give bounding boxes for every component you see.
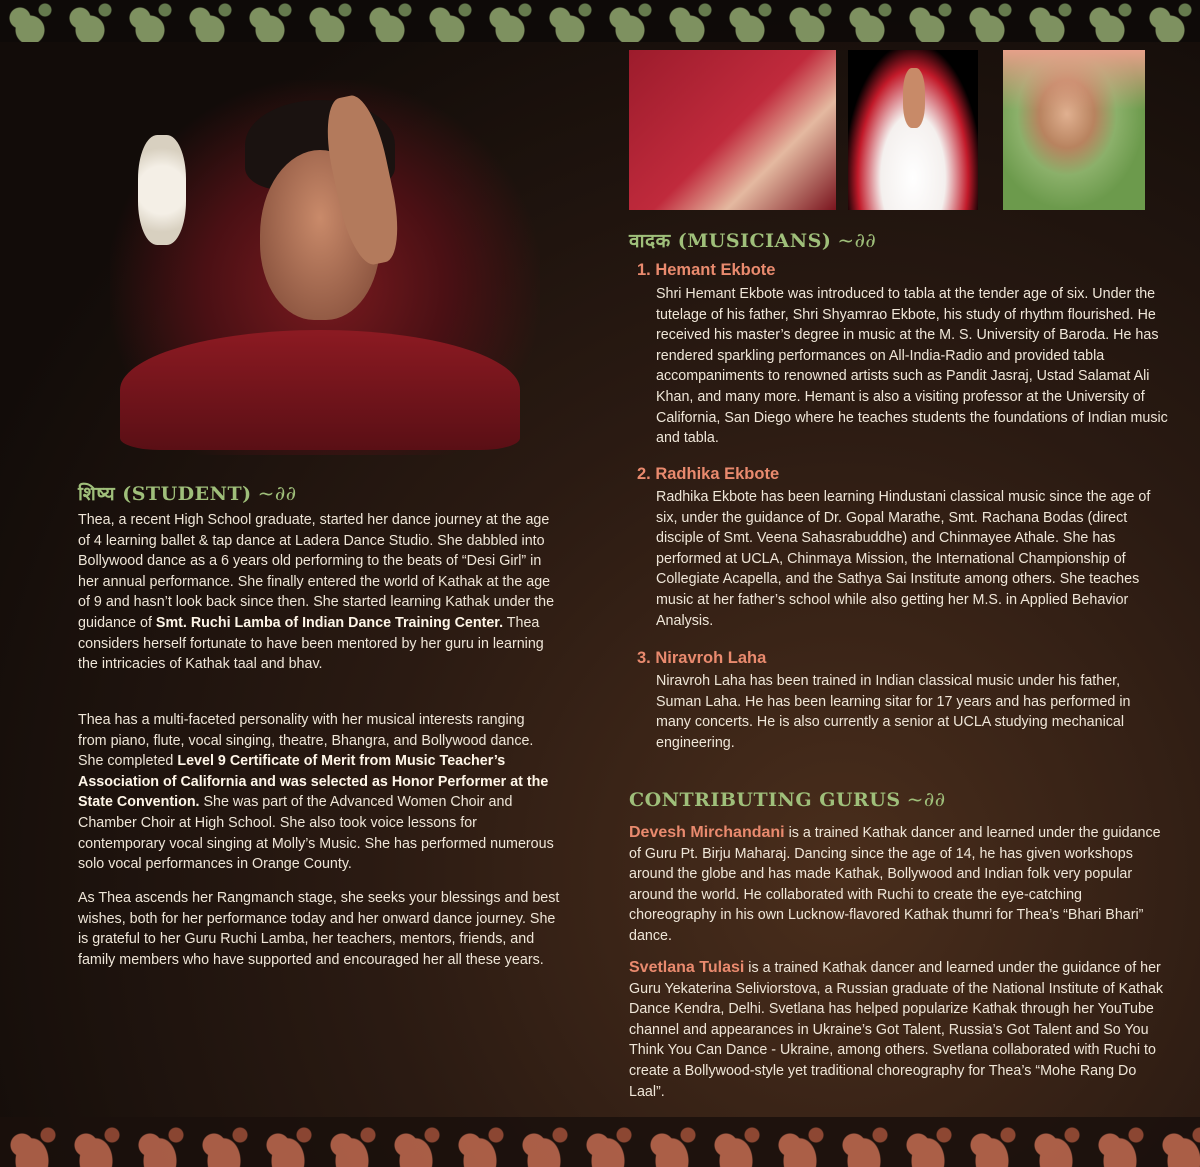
student-p2-bold: Level 9 Certificate of Merit from Music Teacher’s Association of California and was selected as Honor Performer at the State Convention. xyxy=(78,753,549,811)
dancer-figure xyxy=(903,68,925,128)
dancer-veil xyxy=(1003,50,1145,110)
musician-title-1: 1. Hemant Ekbote xyxy=(637,261,776,279)
student-p2-text: Thea has a multi-faceted personality with her musical interests ranging from piano, flute, vocal singing, theatre, Bhangra, and Bollywood dance. She completed xyxy=(78,712,534,770)
student-p1-text: Thea, a recent High School graduate, started her dance journey at the age of 4 learning ballet & tap dance at Ladera Dance Studio. She dabbled into Bollywood dance as a 6 years old performing to the beats of “Desi Girl” in her annual performance. She finally entered the world of Kathak at the age of 9 and hasn’t look back since then. She started learning Kathak under the guidance of xyxy=(78,512,555,631)
musician-bio-3: Niravroh Laha has been trained in Indian classical music under his father, Suman Laha. He has been learning sitar for 17 years and has performed in many concerts. He is also currently a senior at UCLA studying mechanical engineering. xyxy=(656,673,1131,751)
guru-name-1: Devesh Mirchandani xyxy=(629,824,785,841)
guru-bio-2 xyxy=(629,958,1174,1102)
student-p1-text-end: Thea considers herself fortunate to have been mentored by her guru in learning the intricacies of Kathak taal and bhav. xyxy=(78,614,544,673)
guru-text-1: is a trained Kathak dancer and learned under the guidance of Guru Pt. Birju Maharaj. Dancing since the age of 14, he has given workshops around the globe and has made Kathak, Bollywood and Indian folk very popular around the world. He collaborated with Ruchi to create the eye-catching choreography in his own Lucknow-flavored Kathak thumri for Thea’s “Bhari Bhari” dance. xyxy=(629,825,1161,944)
swirl-ornament-icon: ~∂∂ xyxy=(837,228,877,252)
dancer-closeup-photo xyxy=(1003,50,1145,210)
portrait-hair-flowers xyxy=(138,135,186,245)
top-floral-border xyxy=(0,0,1200,42)
musician-bio-1: Shri Hemant Ekbote was introduced to tabla at the tender age of six. Under the tutelage of his father, Shri Shyamrao Ekbote, his study of rhythm flourished. He received his master’s degree in music at the M. S. University of Baroda. He has rendered sparkling performances on All-India-Radio and provided tabla accompaniments to renowned artists such as Pandit Jasraj, Ustad Salamat Ali Khan, and many more. Hemant is also a visiting professor at the University of California, San Diego where he teaches students the foundations of Indian music and tabla. xyxy=(656,286,1168,447)
musician-bio-2: Radhika Ekbote has been learning Hindustani classical music since the age of six, under the guidance of Dr. Gopal Marathe, Smt. Rachana Bodas (direct disciple of Smt. Veena Sahasrabuddhe) and Chinmayee Athale. She has performed at UCLA, Chinmaya Mission, the International Championship of Collegiate Acapella, and the Sathya Sai Institute among others. She teaches music at her father’s school while also getting her M.S. in Applied Behavior Analysis. xyxy=(656,489,1151,629)
student-paragraph-3: As Thea ascends her Rangmanch stage, she seeks your blessings and best wishes, both for her performance today and her onward dance journey. She is grateful to her Guru Ruchi Lamba, her teachers, mentors, friends, and family members who have supported and encouraged her all these years. xyxy=(78,890,560,968)
bottom-floral-border xyxy=(0,1117,1200,1167)
musician-title-3: 3. Niravroh Laha xyxy=(637,649,767,667)
portrait-dress xyxy=(120,330,520,450)
guru-bio-1 xyxy=(629,823,1164,947)
student-p2-text-end: She was part of the Advanced Women Choir and Chamber Choir at High School. She also took voice lessons for contemporary vocal singing at Molly’s Music. She has performed numerous solo vocal performances in Orange County. xyxy=(78,794,554,873)
swirl-ornament-icon: ~∂∂ xyxy=(906,787,946,811)
musicians-heading: वादक (MUSICIANS) ~∂∂ xyxy=(629,228,877,252)
guru-text-2: is a trained Kathak dancer and learned under the guidance of her Guru Yekaterina Seliviorstova, a Russian graduate of the National Institute of Kathak Dance Kendra, Delhi. Svetlana has helped popularize Kathak through her YouTube channel and appearances in Ukraine’s Got Talent, Russia’s Got Talent and So You Think You Can Dance - Ukraine, among others. Svetlana collaborated with Ruchi to create a Bollywood-style yet traditional choreography for Thea’s “Mohe Rang Do Laal”. xyxy=(629,960,1164,1100)
swirl-ornament-icon: ~∂∂ xyxy=(257,481,297,505)
student-portrait-image xyxy=(110,80,540,455)
student-p1-bold: Smt. Ruchi Lamba of Indian Dance Training Center. xyxy=(155,614,504,631)
guru-name-2: Svetlana Tulasi xyxy=(629,959,745,976)
student-paragraph-2 xyxy=(78,710,556,875)
musician-title-2: 2. Radhika Ekbote xyxy=(637,465,780,483)
dance-feet-photo xyxy=(629,50,836,210)
student-heading: शिष्य (STUDENT) ~∂∂ xyxy=(78,481,297,505)
gurus-heading: CONTRIBUTING GURUS ~∂∂ xyxy=(629,787,946,811)
twirling-dancer-photo xyxy=(848,50,978,210)
student-paragraph-1 xyxy=(78,510,558,675)
